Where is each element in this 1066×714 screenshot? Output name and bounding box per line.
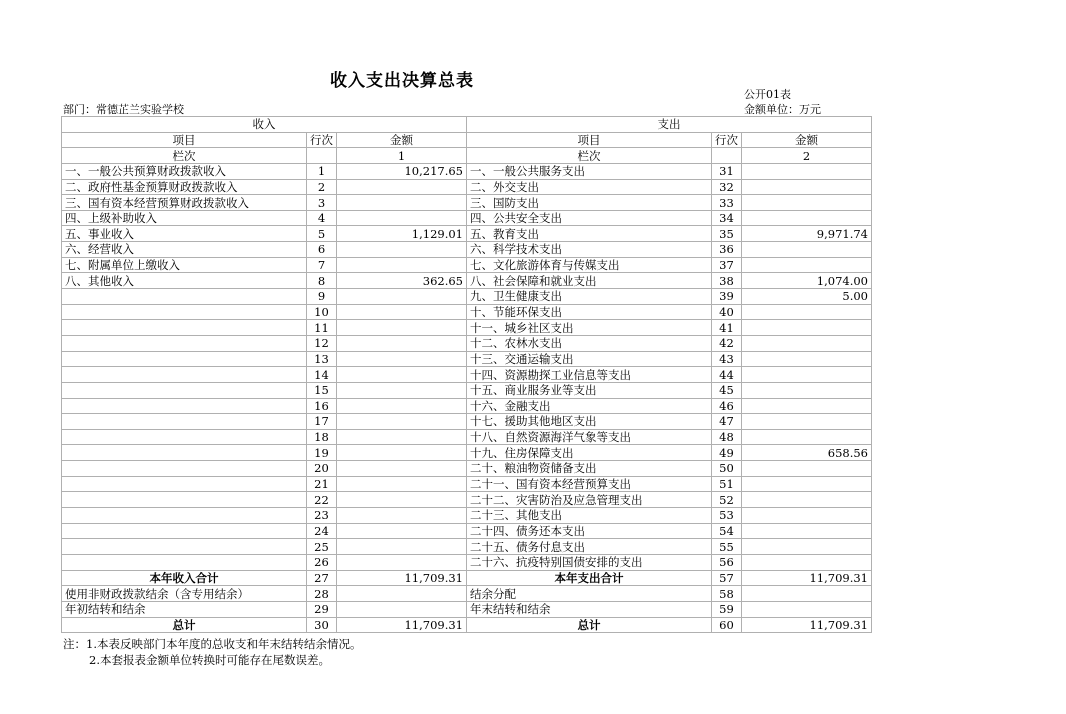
income-item-header: 项目 [62,132,307,148]
total-row [62,601,872,617]
income-item-cell [62,320,307,336]
expense-amount-cell [742,367,872,383]
expense-amount-cell [742,523,872,539]
income-column-no-label: 栏次 [62,148,307,164]
income-item-cell: 二、政府性基金预算财政拨款收入 [62,179,307,195]
expense-line-no-cell: 52 [712,492,742,508]
expense-item-cell: 七、文化旅游体育与传媒支出 [467,257,712,273]
expense-amount-cell: 9,971.74 [742,226,872,242]
income-item-cell [62,445,307,461]
expense-item-cell: 十五、商业服务业等支出 [467,382,712,398]
income-line-no-cell: 4 [307,210,337,226]
income-line-no-cell: 3 [307,195,337,211]
income-line-no-cell: 28 [307,586,337,602]
expense-amount-cell [742,304,872,320]
income-amount-cell [337,429,467,445]
expense-amount-cell [742,351,872,367]
expense-line-no-cell: 47 [712,414,742,430]
income-item-cell [62,554,307,570]
table-row [62,414,872,430]
column-header-row [62,132,872,148]
expense-line-no-cell: 55 [712,539,742,555]
expense-line-no-cell: 35 [712,226,742,242]
expense-amount-cell [742,163,872,179]
income-line-no-cell: 7 [307,257,337,273]
expense-item-cell: 十四、资源勘探工业信息等支出 [467,367,712,383]
income-amount-cell [337,382,467,398]
footnote-2: 2.本套报表金额单位转换时可能存在尾数误差。 [89,652,330,667]
expense-amount-cell [742,414,872,430]
page-title: 收入支出决算总表 [330,71,474,91]
income-amount-cell [337,335,467,351]
expense-item-cell: 二十、粮油物资储备支出 [467,461,712,477]
table-body [62,163,872,570]
table-row [62,226,872,242]
expense-item-cell: 六、科学技术支出 [467,242,712,258]
expense-amount-cell [742,429,872,445]
income-item-cell: 六、经营收入 [62,242,307,258]
expense-line-no-header: 行次 [712,132,742,148]
income-amount-cell [337,523,467,539]
income-amount-cell [337,586,467,602]
table-row [62,163,872,179]
expense-item-cell: 十、节能环保支出 [467,304,712,320]
expense-amount-cell [742,257,872,273]
total-row [62,570,872,586]
income-line-no-cell: 27 [307,570,337,586]
income-amount-cell [337,257,467,273]
income-amount-cell [337,414,467,430]
income-amount-cell [337,492,467,508]
income-line-no-cell: 29 [307,601,337,617]
section-header-row [62,117,872,133]
expense-item-cell: 二十二、灾害防治及应急管理支出 [467,492,712,508]
income-item-cell: 本年收入合计 [62,570,307,586]
income-amount-cell [337,539,467,555]
income-item-cell [62,508,307,524]
income-line-no-cell: 13 [307,351,337,367]
expense-amount-cell [742,195,872,211]
income-line-no-cell: 9 [307,289,337,305]
income-amount-cell: 1,129.01 [337,226,467,242]
income-amount-cell [337,476,467,492]
expense-line-no-cell: 50 [712,461,742,477]
income-amount-cell [337,195,467,211]
expense-item-cell: 十八、自然资源海洋气象等支出 [467,429,712,445]
income-amount-cell: 11,709.31 [337,570,467,586]
expense-item-cell: 二、外交支出 [467,179,712,195]
expense-amount-cell [742,398,872,414]
expense-line-no-cell: 38 [712,273,742,289]
expense-item-cell: 二十六、抗疫特别国债安排的支出 [467,554,712,570]
income-item-cell [62,304,307,320]
expense-line-no-cell: 41 [712,320,742,336]
income-line-no-cell: 23 [307,508,337,524]
table-row [62,273,872,289]
income-item-cell [62,476,307,492]
expense-amount-cell [742,461,872,477]
income-line-no-cell: 22 [307,492,337,508]
expense-column-no-label: 栏次 [467,148,712,164]
income-line-no-header: 行次 [307,132,337,148]
expense-amount-cell [742,382,872,398]
income-line-no-cell: 5 [307,226,337,242]
expense-line-no-cell: 32 [712,179,742,195]
expense-item-cell: 十三、交通运输支出 [467,351,712,367]
expense-amount-cell [742,476,872,492]
income-amount-cell [337,445,467,461]
income-item-cell [62,539,307,555]
expense-line-no-cell: 59 [712,601,742,617]
income-item-cell [62,523,307,539]
income-amount-header: 金额 [337,132,467,148]
table-row [62,257,872,273]
expense-line-no-cell: 44 [712,367,742,383]
income-amount-cell: 11,709.31 [337,617,467,633]
total-row [62,586,872,602]
expense-item-cell: 九、卫生健康支出 [467,289,712,305]
income-item-cell [62,414,307,430]
expense-amount-cell [742,210,872,226]
income-line-no-cell: 26 [307,554,337,570]
income-item-cell: 七、附属单位上缴收入 [62,257,307,273]
expense-amount-cell [742,335,872,351]
expense-item-cell: 二十一、国有资本经营预算支出 [467,476,712,492]
income-line-no-cell: 16 [307,398,337,414]
expense-line-no-cell: 60 [712,617,742,633]
income-item-cell: 四、上级补助收入 [62,210,307,226]
income-line-no-cell: 30 [307,617,337,633]
income-line-no-cell: 6 [307,242,337,258]
income-line-no-cell: 21 [307,476,337,492]
table-row [62,398,872,414]
table-row [62,320,872,336]
income-amount-cell [337,601,467,617]
income-line-no-cell: 17 [307,414,337,430]
expense-amount-cell [742,539,872,555]
income-item-cell [62,492,307,508]
income-amount-cell [337,367,467,383]
table-row [62,429,872,445]
column-number-row [62,148,872,164]
income-item-cell [62,335,307,351]
amount-unit-label: 金额单位：万元 [744,103,821,116]
expense-line-no-cell: 34 [712,210,742,226]
expense-amount-cell [742,586,872,602]
table-row [62,508,872,524]
income-line-no-cell: 24 [307,523,337,539]
income-item-cell [62,351,307,367]
income-column-no: 1 [337,148,467,164]
table-row [62,179,872,195]
expense-item-cell: 结余分配 [467,586,712,602]
income-line-no-cell: 18 [307,429,337,445]
expense-item-cell: 三、国防支出 [467,195,712,211]
expense-line-no-cell: 45 [712,382,742,398]
expense-amount-header: 金额 [742,132,872,148]
table-totals [62,570,872,633]
table-row [62,445,872,461]
income-item-cell [62,367,307,383]
income-item-cell: 五、事业收入 [62,226,307,242]
income-amount-cell [337,461,467,477]
table-row [62,382,872,398]
expense-line-no-cell: 53 [712,508,742,524]
income-item-cell [62,398,307,414]
footnotes [63,637,361,668]
income-amount-cell: 10,217.65 [337,163,467,179]
expense-line-no-cell: 31 [712,163,742,179]
income-section-header: 收入 [62,117,467,133]
income-item-cell: 一、一般公共预算财政拨款收入 [62,163,307,179]
expense-amount-cell [742,242,872,258]
income-item-cell [62,382,307,398]
expense-line-no-cell: 33 [712,195,742,211]
table-row [62,289,872,305]
expense-item-cell: 十九、住房保障支出 [467,445,712,461]
income-item-cell: 使用非财政拨款结余（含专用结余） [62,586,307,602]
table-row [62,523,872,539]
table-row [62,210,872,226]
expense-column-no-blank [712,148,742,164]
expense-line-no-cell: 48 [712,429,742,445]
expense-item-header: 项目 [467,132,712,148]
expense-item-cell: 十六、金融支出 [467,398,712,414]
expense-line-no-cell: 58 [712,586,742,602]
expense-item-cell: 十一、城乡社区支出 [467,320,712,336]
expense-line-no-cell: 40 [712,304,742,320]
expense-item-cell: 一、一般公共服务支出 [467,163,712,179]
table-row [62,492,872,508]
table-row [62,242,872,258]
table-row [62,195,872,211]
income-amount-cell [337,304,467,320]
income-amount-cell: 362.65 [337,273,467,289]
income-amount-cell [337,289,467,305]
table-row [62,476,872,492]
footnote-1: 注：1.本表反映部门本年度的总收支和年末结转结余情况。 [63,637,362,651]
income-line-no-cell: 12 [307,335,337,351]
expense-line-no-cell: 46 [712,398,742,414]
expense-amount-cell: 11,709.31 [742,617,872,633]
income-item-cell [62,289,307,305]
income-line-no-cell: 20 [307,461,337,477]
form-code: 公开01表 [744,88,791,101]
expense-item-cell: 五、教育支出 [467,226,712,242]
expense-amount-cell [742,601,872,617]
expense-amount-cell [742,508,872,524]
income-item-cell: 年初结转和结余 [62,601,307,617]
expense-amount-cell: 658.56 [742,445,872,461]
expense-line-no-cell: 37 [712,257,742,273]
expense-item-cell: 二十五、债务付息支出 [467,539,712,555]
expense-item-cell: 本年支出合计 [467,570,712,586]
expense-amount-cell [742,492,872,508]
expense-amount-cell: 11,709.31 [742,570,872,586]
income-amount-cell [337,351,467,367]
income-item-cell [62,429,307,445]
expense-column-no: 2 [742,148,872,164]
income-item-cell: 总计 [62,617,307,633]
expense-line-no-cell: 54 [712,523,742,539]
income-amount-cell [337,398,467,414]
income-item-cell: 八、其他收入 [62,273,307,289]
income-line-no-cell: 10 [307,304,337,320]
expense-line-no-cell: 36 [712,242,742,258]
income-expense-table [61,116,872,633]
expense-amount-cell: 1,074.00 [742,273,872,289]
income-line-no-cell: 14 [307,367,337,383]
expense-item-cell: 十七、援助其他地区支出 [467,414,712,430]
expense-amount-cell [742,320,872,336]
income-amount-cell [337,210,467,226]
expense-item-cell: 二十三、其他支出 [467,508,712,524]
income-line-no-cell: 11 [307,320,337,336]
table-row [62,367,872,383]
table-row [62,351,872,367]
expense-item-cell: 二十四、债务还本支出 [467,523,712,539]
expense-item-cell: 四、公共安全支出 [467,210,712,226]
expense-line-no-cell: 43 [712,351,742,367]
department-label: 部门：常德芷兰实验学校 [63,103,184,116]
income-line-no-cell: 8 [307,273,337,289]
income-column-no-blank [307,148,337,164]
table-row [62,554,872,570]
expense-amount-cell [742,554,872,570]
expense-item-cell: 总计 [467,617,712,633]
expense-item-cell: 年末结转和结余 [467,601,712,617]
income-line-no-cell: 2 [307,179,337,195]
income-line-no-cell: 15 [307,382,337,398]
expense-section-header: 支出 [467,117,872,133]
table-row [62,461,872,477]
expense-line-no-cell: 42 [712,335,742,351]
income-line-no-cell: 1 [307,163,337,179]
income-item-cell [62,461,307,477]
expense-line-no-cell: 57 [712,570,742,586]
expense-item-cell: 十二、农林水支出 [467,335,712,351]
income-amount-cell [337,179,467,195]
expense-item-cell: 八、社会保障和就业支出 [467,273,712,289]
expense-line-no-cell: 39 [712,289,742,305]
expense-line-no-cell: 51 [712,476,742,492]
income-amount-cell [337,554,467,570]
expense-line-no-cell: 56 [712,554,742,570]
expense-line-no-cell: 49 [712,445,742,461]
income-amount-cell [337,508,467,524]
table-row [62,335,872,351]
expense-amount-cell: 5.00 [742,289,872,305]
income-amount-cell [337,242,467,258]
table-row [62,539,872,555]
table-row [62,304,872,320]
income-item-cell: 三、国有资本经营预算财政拨款收入 [62,195,307,211]
total-row [62,617,872,633]
income-line-no-cell: 25 [307,539,337,555]
income-line-no-cell: 19 [307,445,337,461]
income-amount-cell [337,320,467,336]
expense-amount-cell [742,179,872,195]
